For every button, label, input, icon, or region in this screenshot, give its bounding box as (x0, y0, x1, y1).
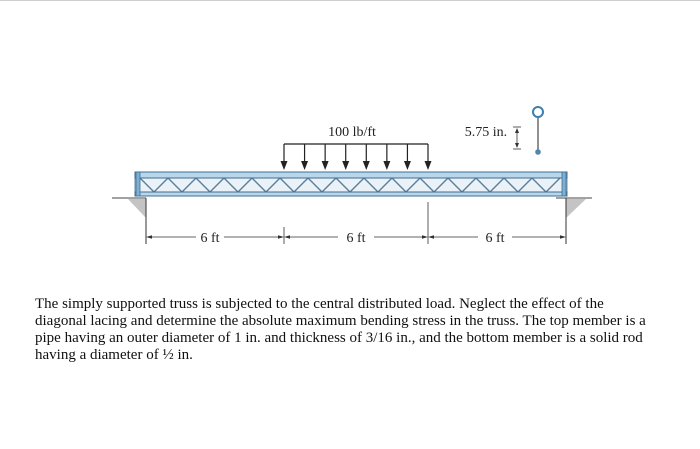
load-arrow-head (404, 161, 411, 170)
load-arrow-head (342, 161, 349, 170)
depth-label: 5.75 in. (464, 125, 508, 140)
left-end-post (136, 172, 140, 196)
load-arrows (281, 144, 432, 170)
load-arrow-head (363, 161, 370, 170)
span-label-right: 6 ft (485, 231, 505, 246)
load-label: 100 lb/ft (328, 125, 376, 140)
pipe-section-icon (533, 107, 543, 117)
truss (135, 172, 567, 196)
rod-section-icon (535, 149, 541, 155)
distributed-load (281, 125, 432, 170)
top-chord-pipe (135, 172, 567, 178)
span-label-middle: 6 ft (346, 231, 366, 246)
load-arrow-head (425, 161, 432, 170)
load-arrow-head (301, 161, 308, 170)
problem-statement: The simply supported truss is subjected to the central distributed load. Neglect the effect of the diagonal lacing and determine the absolute maximum bending stress in the truss. The top member is a pipe having an outer diameter of 1 in. and thickness of 3/16 in., and the bottom member is a solid rod having a diameter of ½ in. (35, 296, 646, 363)
span-dimension (146, 202, 566, 246)
depth-dimension (465, 107, 543, 155)
left-support (112, 198, 146, 244)
right-end-post (562, 172, 566, 196)
span-label-left: 6 ft (200, 231, 220, 246)
load-arrow-head (383, 161, 390, 170)
load-arrow-head (281, 161, 288, 170)
bottom-chord-rod (135, 192, 567, 196)
load-arrow-head (322, 161, 329, 170)
